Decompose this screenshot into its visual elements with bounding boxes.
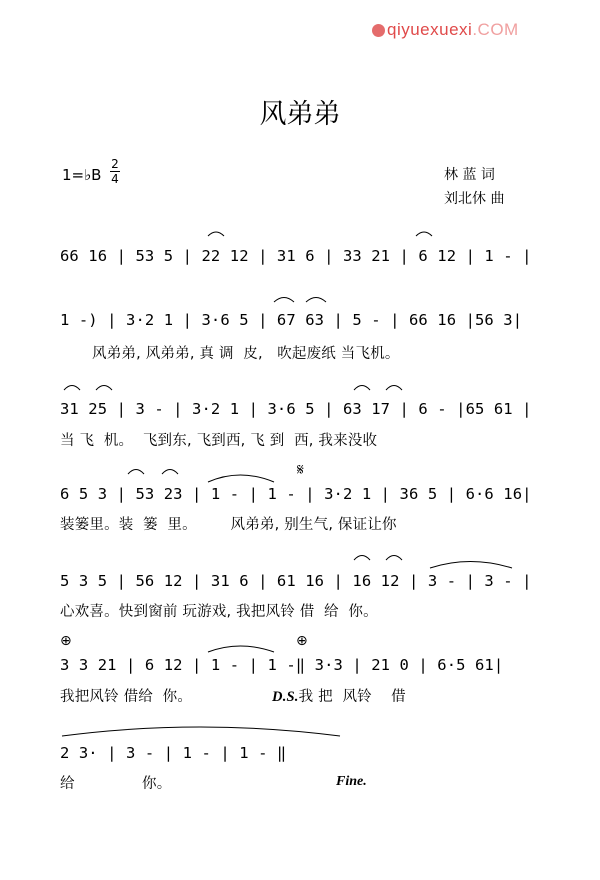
notation-line-5: 5 3 5 | 56 12 | 31 6 | 61 16 | 16 12 | 3 - | 3 - |: [60, 572, 532, 590]
notation-line-1: 66 16 | 53 5 | 22 12 | 31 6 | 33 21 | 6 12 | 1 - |: [60, 247, 532, 265]
slur-arc: [162, 470, 178, 475]
fine-mark: Fine.: [336, 774, 367, 789]
slur-arc: [208, 232, 224, 236]
slur-arc: [208, 646, 274, 652]
slur-arc: [386, 556, 402, 561]
notation-line-4: 6 5 3 | 53 23 | 1 - | 1 - | 3·2 1 | 36 5 | 6·6 16|: [60, 485, 532, 503]
coda-symbol: ⊕: [60, 633, 72, 649]
coda-symbol-2: ⊕: [296, 633, 308, 649]
slur-arc: [386, 386, 402, 391]
lyrics-line-6-part-2: 我 把 风铃 借: [298, 689, 406, 705]
slur-arc: [274, 298, 294, 303]
slur-arc: [306, 298, 326, 303]
slur-arc: [208, 475, 274, 482]
slur-arc: [128, 470, 144, 475]
notation-line-3: 31 25 | 3 - | 3·2 1 | 3·6 5 | 63 17 | 6 - |65 61 |: [60, 400, 532, 418]
dal-segno-mark: D.S.: [272, 689, 299, 705]
slur-arc: [430, 562, 512, 569]
segno-symbol: 𝄋: [297, 460, 304, 479]
time-signature-top: 2: [111, 157, 119, 171]
site-watermark: qiyuexuexi.COM: [372, 20, 519, 40]
composer-credit: 刘北休 曲: [444, 191, 505, 207]
slur-arc: [416, 232, 432, 236]
lyrics-line-3: 当 飞 机。 飞到东, 飞到西, 飞 到 西, 我来没收: [60, 433, 378, 449]
notation-line-6: 3 3 21 | 6 12 | 1 - | 1 -‖ 3·3 | 21 0 | 6·5 61|: [60, 656, 504, 674]
lyrics-line-4: 装篓里。装 篓 里。 风弟弟, 别生气, 保证让你: [60, 517, 397, 533]
key-signature: 1=♭B: [62, 166, 102, 184]
lyricist-credit: 林 蓝 词: [444, 167, 495, 183]
time-signature-bottom: 4: [111, 172, 119, 186]
slur-arc: [96, 386, 112, 391]
song-title: 风弟弟: [259, 99, 341, 130]
lyrics-line-6-part-1: 我把风铃 借给 你。: [60, 689, 193, 705]
lyrics-line-5: 心欢喜。快到窗前 玩游戏, 我把风铃 借 给 你。: [60, 604, 378, 620]
notation-line-7: 2 3· | 3 - | 1 - | 1 - ‖: [60, 744, 287, 762]
slur-arc: [354, 386, 370, 391]
slur-arc: [62, 727, 340, 736]
slur-arc: [64, 386, 80, 391]
notation-line-2: 1 -) | 3·2 1 | 3·6 5 | 67 63 | 5 - | 66 16 |56 3|: [60, 311, 523, 329]
slur-arc: [354, 556, 370, 561]
lyrics-line-2: 风弟弟, 风弟弟, 真 调 皮, 吹起废纸 当飞机。: [92, 346, 400, 362]
lyrics-line-7: 给 你。: [60, 776, 172, 792]
